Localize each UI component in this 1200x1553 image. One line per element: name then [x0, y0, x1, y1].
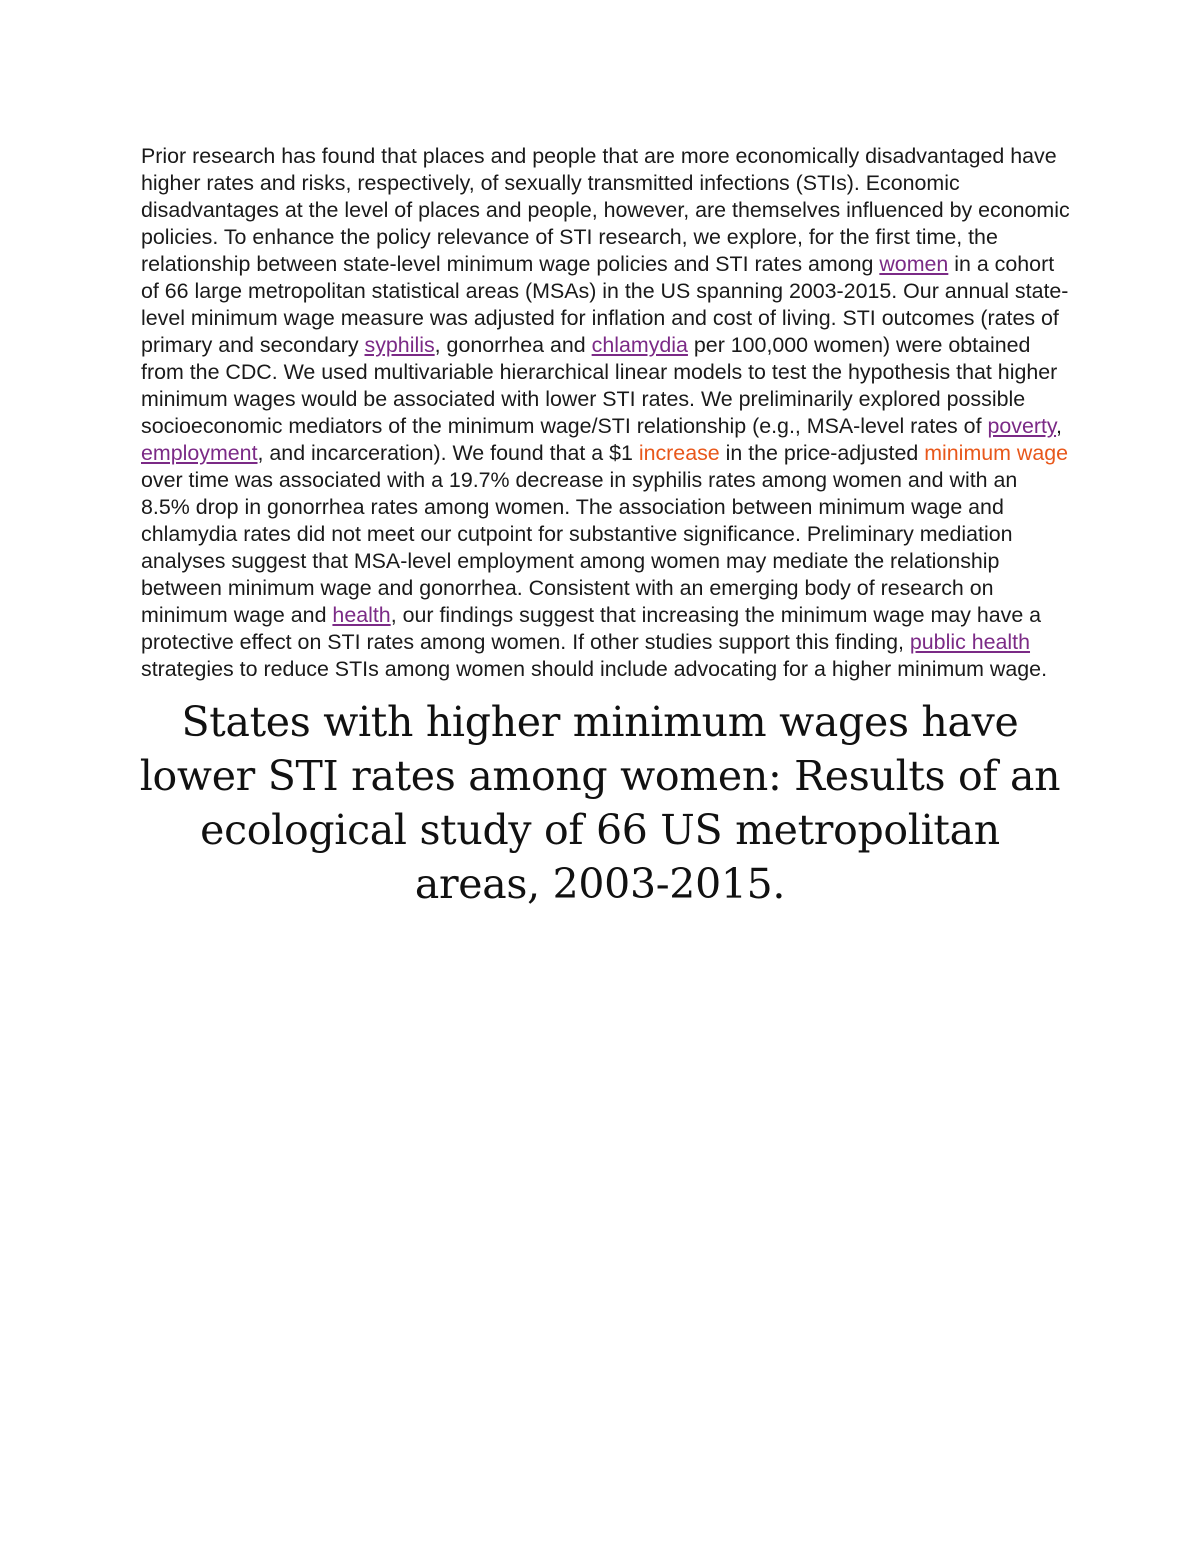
highlight-minimum-wage: minimum wage	[924, 441, 1069, 465]
abstract-paragraph	[141, 143, 1071, 683]
abstract-text: per 100,000 women) were obtained from the CDC. We used multivariable hierarchical linear models to test the hypothesis that higher minimum wages would be associated with lower STI rates. We preliminarily explored possible socioeconomic mediators of the minimum wage/STI relationship (e.g., MSA-level rates of	[141, 333, 1058, 438]
link-women[interactable]: women	[879, 252, 949, 276]
document-title: States with higher minimum wages have lower STI rates among women: Results of an ecological study of 66 US metropolitan areas, 2003-2015.	[139, 698, 1061, 908]
abstract-text: , our findings suggest that increasing the minimum wage may have a protective effect on STI rates among women. If other studies support this finding,	[141, 603, 1042, 654]
link-poverty[interactable]: poverty	[987, 414, 1057, 438]
link-health[interactable]: health	[332, 603, 391, 627]
link-public-health[interactable]: public health	[909, 630, 1031, 654]
abstract-text: strategies to reduce STIs among women should include advocating for a higher minimum wage.	[141, 657, 1048, 681]
abstract-text: in the price-adjusted	[719, 441, 925, 465]
highlight-increase: increase	[638, 441, 720, 465]
abstract-text: , gonorrhea and	[434, 333, 592, 357]
link-chlamydia[interactable]: chlamydia	[591, 333, 688, 357]
abstract-text: over time was associated with a 19.7% decrease in syphilis rates among women and with an 8.5% drop in gonorrhea rates among women. The association between minimum wage and chlamydia rates did not meet our cutpoint for substantive significance. Preliminary mediation analyses suggest that MSA-level employment among women may mediate the relationship between minimum wage and gonorrhea. Consistent with an emerging body of research on minimum wage and	[141, 468, 1018, 627]
link-syphilis[interactable]: syphilis	[364, 333, 435, 357]
abstract-text: , and incarceration). We found that a $1	[257, 441, 639, 465]
abstract-text: Prior research has found that places and people that are more economically disadvantaged have higher rates and risks, respectively, of sexually transmitted infections (STIs). Economic disadvantages at the level of places and people, however, are themselves influenced by economic policies. To enhance the policy relevance of STI research, we explore, for the first time, the relationship between state-level minimum wage policies and STI rates among	[141, 144, 1070, 276]
abstract-text: in a cohort of 66 large metropolitan statistical areas (MSAs) in the US spanning 2003-2015. Our annual state-level minimum wage measure was adjusted for inflation and cost of living. STI outcomes (rates of primary and secondary	[141, 252, 1069, 357]
abstract-text: ,	[1056, 414, 1062, 438]
document-page	[141, 143, 1071, 911]
link-employment[interactable]: employment	[141, 441, 258, 465]
